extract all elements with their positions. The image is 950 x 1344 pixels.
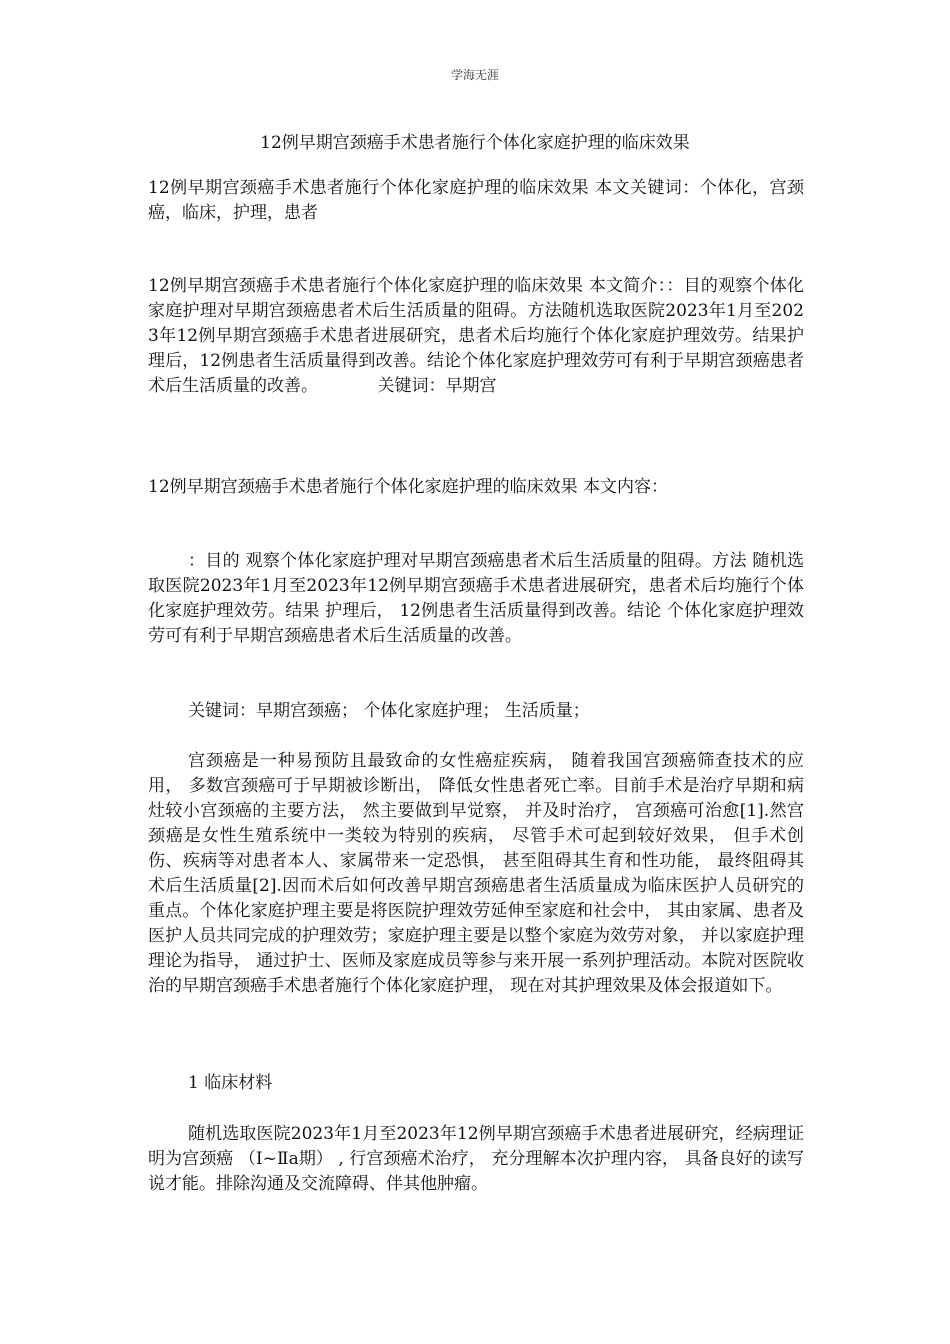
abstract-summary-paragraph: 12例早期宫颈癌手术患者施行个体化家庭护理的临床效果 本文简介：：目的观察个体化家庭护理对早期宫颈癌患者术后生活质量的阻碍。方法随机选取医院2023年1月至2023年12例早期宫颈癌手术患者进展研究，患者术后均施行个体化家庭护理效劳。结果护理后，12例患者生活质量得到改善。结论个体化家庭护理效劳可有利于早期宫颈癌患者术后生活质量的改善。 关键词：早期宫: [148, 276, 804, 396]
content-heading-paragraph: 12例早期宫颈癌手术患者施行个体化家庭护理的临床效果 本文内容：: [148, 477, 669, 497]
keywords-summary-paragraph: 12例早期宫颈癌手术患者施行个体化家庭护理的临床效果 本文关键词：个体化，宫颈癌，临床，护理，患者: [148, 178, 804, 223]
page-header: 学海无涯: [450, 68, 499, 82]
keywords-paragraph: 关键词：早期宫颈癌； 个体化家庭护理； 生活质量；: [188, 701, 590, 721]
introduction-paragraph: 宫颈癌是一种易预防且最致命的女性癌症疾病， 随着我国宫颈癌筛查技术的应用， 多数宫颈癌可于早期被诊断出， 降低女性患者死亡率。目前手术是治疗早期和病灶较小宫颈癌的主要方法， 然主要做到早觉察， 并及时治疗， 宫颈癌可治愈[1].然宫颈癌是女性生殖系统中一类较为特别的疾病， 尽管手术可起到较好效果， 但手术创伤、疾病等对患者本人、家属带来一定恐惧， 甚至阻碍其生育和性功能， 最终阻碍其术后生活质量[2].因而术后如何改善早期宫颈癌患者生活质量成为临床医护人员研究的重点。个体化家庭护理主要是将医院护理效劳延伸至家庭和社会中， 其由家属、患者及医护人员共同完成的护理效劳；家庭护理主要是以整个家庭为效劳对象， 并以家庭护理理论为指导， 通过护士、医师及家庭成员等参与来开展一系列护理活动。本院对医院收治的早期宫颈癌手术患者施行个体化家庭护理， 现在对其护理效果及体会报道如下。: [148, 751, 804, 996]
section-heading: 1 临床材料: [188, 1073, 273, 1093]
abstract-paragraph: ：目的 观察个体化家庭护理对早期宫颈癌患者术后生活质量的阻碍。方法 随机选取医院2023年1月至2023年12例早期宫颈癌手术患者进展研究，患者术后均施行个体化家庭护理效劳。结果 护理后， 12例患者生活质量得到改善。结论 个体化家庭护理效劳可有利于早期宫颈癌患者术后生活质量的改善。: [148, 551, 804, 646]
materials-paragraph: 随机选取医院2023年1月至2023年12例早期宫颈癌手术患者进展研究，经病理证明为宫颈癌 （Ⅰ~Ⅱa期） , 行宫颈癌术治疗， 充分理解本次护理内容， 具备良好的读写说才能。排除沟通及交流障碍、伴其他肿瘤。: [148, 1124, 804, 1194]
document-title: 12例早期宫颈癌手术患者施行个体化家庭护理的临床效果: [260, 133, 690, 153]
